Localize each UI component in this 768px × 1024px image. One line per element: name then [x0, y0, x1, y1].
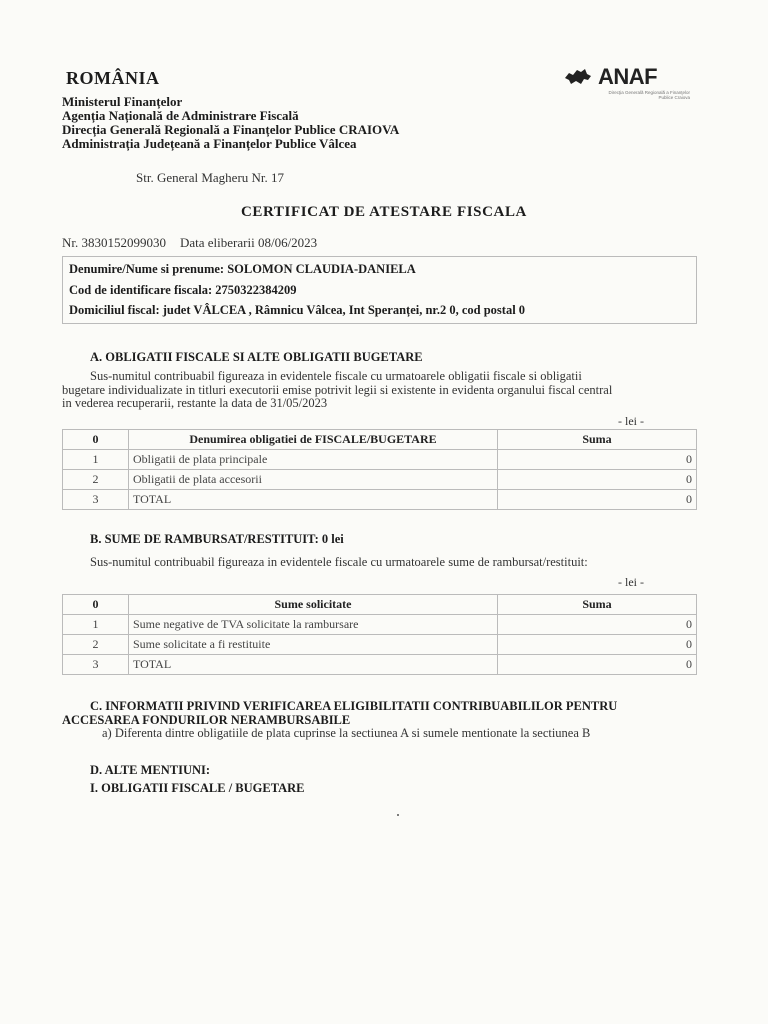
table-row	[63, 490, 697, 510]
column-header: Denumirea obligatiei de FISCALE/BUGETARE	[129, 430, 498, 450]
taxpayer-cif: Cod de identificare fiscala: 2750322384209	[69, 283, 297, 297]
row-label: Obligatii de plata principale	[129, 450, 498, 470]
row-label: Sume negative de TVA solicitate la rambursare	[129, 615, 498, 635]
section-b-table	[62, 594, 697, 675]
column-header: Sume solicitate	[129, 595, 498, 615]
row-value: 0	[498, 490, 697, 510]
row-value: 0	[498, 615, 697, 635]
institution-line: Ministerul Finanțelor	[62, 94, 183, 109]
row-number: 2	[63, 470, 129, 490]
section-a-text-line: in vederea recuperarii, restante la data de 31/05/2023	[62, 396, 328, 410]
anaf-wordmark: ANAF	[598, 64, 658, 89]
row-label: Sume solicitate a fi restituite	[129, 635, 498, 655]
table-row	[63, 635, 697, 655]
anaf-subtext: Direcţia Generală Regională a Finanţelor Publice Craiova	[608, 90, 690, 100]
row-value: 0	[498, 470, 697, 490]
row-number: 2	[63, 635, 129, 655]
section-a-table	[62, 429, 697, 510]
table-row	[63, 450, 697, 470]
section-a-heading: A. OBLIGATII FISCALE SI ALTE OBLIGATII BUGETARE	[90, 350, 423, 364]
issue-date: Data eliberarii 08/06/2023	[180, 235, 318, 250]
office-address: Str. General Magheru Nr. 17	[136, 170, 285, 185]
scan-speck	[397, 814, 399, 816]
row-number: 1	[63, 615, 129, 635]
row-number: 3	[63, 655, 129, 675]
institution-line: Direcția Generală Regională a Finanțelor Publice CRAIOVA	[62, 122, 400, 137]
column-header: 0	[63, 430, 129, 450]
column-header: 0	[63, 595, 129, 615]
section-d-subheading: I. OBLIGATII FISCALE / BUGETARE	[90, 781, 305, 795]
row-number: 3	[63, 490, 129, 510]
taxpayer-box	[62, 256, 697, 324]
section-a-text-line: bugetare individualizate in titluri executorii emise potrivit legii si existente in evidenta organului fiscal central	[62, 383, 613, 397]
row-label: Obligatii de plata accesorii	[129, 470, 498, 490]
institution-line: Agenția Națională de Administrare Fiscală	[62, 108, 299, 123]
row-value: 0	[498, 655, 697, 675]
institution-line: Administrația Județeană a Finanțelor Publice Vâlcea	[62, 136, 357, 151]
section-d-heading: D. ALTE MENTIUNI:	[90, 763, 211, 777]
table-header-row	[63, 595, 697, 615]
institution-block	[62, 95, 399, 151]
section-a-unit: - lei -	[618, 414, 644, 428]
row-value: 0	[498, 450, 697, 470]
document-number: Nr. 3830152099030	[62, 235, 166, 250]
section-b-unit: - lei -	[618, 575, 644, 589]
section-a-text-cont	[62, 384, 712, 410]
table-row	[63, 655, 697, 675]
section-c-item-a: a) Diferenta dintre obligatiile de plata cuprinse la sectiunea A si sumele mentionate la sectiunea B	[102, 726, 591, 740]
taxpayer-domicile: Domiciliul fiscal: judet VÂLCEA , Râmnicu Vâlcea, Int Speranței, nr.2 0, cod postal 0	[69, 303, 526, 317]
row-value: 0	[498, 635, 697, 655]
row-label: TOTAL	[129, 655, 498, 675]
anaf-logo	[566, 64, 690, 104]
section-c-heading-cont: ACCESAREA FONDURILOR NERAMBURSABILE	[62, 713, 351, 727]
taxpayer-name: Denumire/Nume si prenume: SOLOMON CLAUDIA-DANIELA	[69, 262, 416, 276]
section-c-heading: C. INFORMATII PRIVIND VERIFICAREA ELIGIBILITATII CONTRIBUABILILOR PENTRU	[90, 699, 618, 713]
row-label: TOTAL	[129, 490, 498, 510]
section-b-heading: B. SUME DE RAMBURSAT/RESTITUIT: 0 lei	[90, 532, 344, 546]
table-row	[63, 470, 697, 490]
section-a-text	[90, 370, 582, 383]
document-title: CERTIFICAT DE ATESTARE FISCALA	[240, 204, 527, 220]
row-number: 1	[63, 450, 129, 470]
section-b-text: Sus-numitul contribuabil figureaza in evidentele fiscale cu urmatoarele sume de rambursat/restituit:	[90, 555, 588, 569]
table-row	[63, 615, 697, 635]
country-heading: ROMÂNIA	[66, 68, 160, 88]
table-header-row	[63, 430, 697, 450]
document-number-line	[62, 235, 317, 251]
column-header: Suma	[498, 595, 697, 615]
anaf-emblem-icon	[564, 68, 592, 86]
section-a-text-line: Sus-numitul contribuabil figureaza in evidentele fiscale cu urmatoarele obligatii fiscale si obligatii	[90, 369, 582, 383]
column-header: Suma	[498, 430, 697, 450]
